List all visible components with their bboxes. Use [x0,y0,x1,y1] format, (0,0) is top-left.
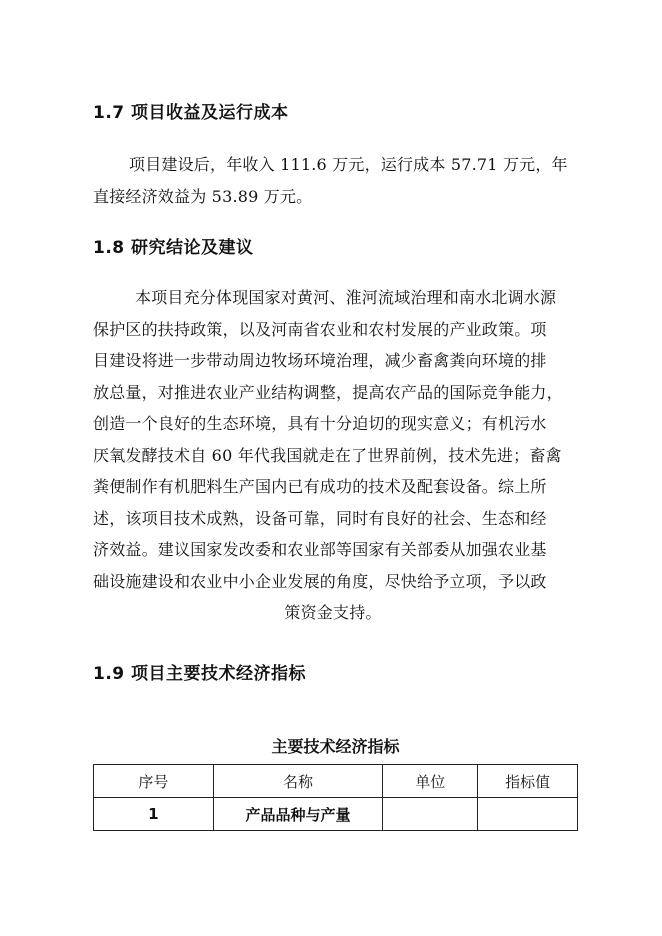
section-1-7-paragraph [93,149,573,212]
paragraph-line: 础设施建设和农业中小企业发展的角度，尽快给予立项，予以政 [93,571,547,591]
column-header-unit: 单位 [383,765,478,798]
section-1-8-heading: 1.8 研究结论及建议 [93,238,254,258]
section-1-9-heading: 1.9 项目主要技术经济指标 [93,664,307,684]
paragraph-line: 本项目充分体现国家对黄河、淮河流域治理和南水北调水源 [135,288,557,307]
column-header-value: 指标值 [478,765,578,798]
column-header-name: 名称 [213,765,383,798]
paragraph-line: 济效益。建议国家发改委和农业部等国家有关部委从加强农业基 [93,540,547,559]
paragraph-line: 保护区的扶持政策，以及河南省农业和农村发展的产业政策。项 [93,319,547,339]
paragraph-line: 项目建设后，年收入 111.6 万元，运行成本 57.71 万元，年 [129,155,568,174]
paragraph-line: 述，该项目技术成熟，设备可靠，同时有良好的社会、生态和经 [93,508,547,528]
paragraph-line: 放总量，对推进农业产业结构调整，提高农产品的国际竞争能力， [93,382,563,402]
cell-index: 1 [94,798,214,831]
table-row [94,798,578,831]
section-1-8-paragraph [93,282,573,629]
cell-name: 产品品种与产量 [213,798,383,831]
paragraph-line: 创造一个良好的生态环境，具有十分迫切的现实意义；有机污水 [93,414,547,433]
paragraph-line: 直接经济效益为 53.89 万元。 [93,186,313,206]
column-header-index: 序号 [94,765,214,798]
cell-value [478,798,578,831]
paragraph-line: 策资金支持。 [284,603,382,622]
paragraph-line: 厌氧发酵技术自 60 年代我国就走在了世界前例，技术先进；畜禽 [93,445,562,465]
cell-unit [383,798,478,831]
table-header-row [94,765,578,798]
table-title: 主要技术经济指标 [271,737,400,756]
indicators-table [93,764,578,831]
paragraph-line: 粪便制作有机肥料生产国内已有成功的技术及配套设备。综上所 [93,477,547,496]
paragraph-line: 目建设将进一步带动周边牧场环境治理，减少畜禽粪向环境的排 [93,351,547,370]
section-1-7-heading: 1.7 项目收益及运行成本 [93,103,289,123]
